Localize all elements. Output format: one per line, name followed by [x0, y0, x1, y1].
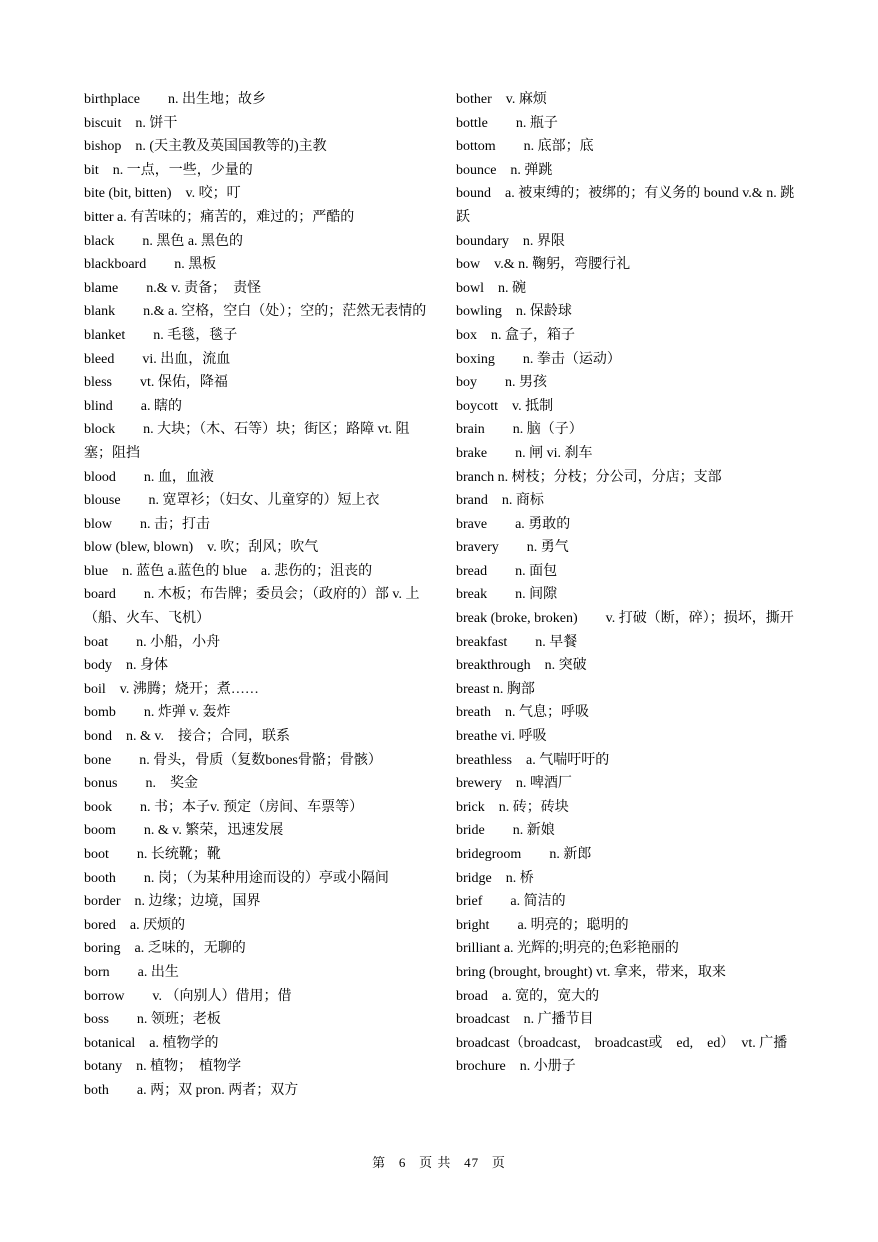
- vocab-entry: blank n.& a. 空格，空白（处）；空的；茫然无表情的: [84, 304, 427, 320]
- vocab-entry: brain n. 脑（子）: [456, 422, 583, 438]
- vocab-entry: bright a. 明亮的；聪明的: [456, 917, 629, 933]
- vocab-entry: botany n. 植物； 植物学: [84, 1059, 242, 1075]
- vocab-entry: bottle n. 瓶子: [456, 115, 558, 131]
- vocab-entry: bonus n. 奖金: [84, 776, 198, 792]
- vocab-entry: biscuit n. 饼干: [84, 115, 178, 131]
- vocab-entry: broadcast（broadcast, broadcast或 ed, ed） vt. 广播: [456, 1035, 788, 1051]
- vocab-entry: break n. 间隙: [456, 587, 558, 603]
- vocab-entry: breakthrough n. 突破: [456, 658, 587, 674]
- right-column: [456, 88, 801, 1079]
- vocab-entry: blackboard n. 黑板: [84, 257, 217, 273]
- vocab-entry: breath n. 气息；呼吸: [456, 705, 589, 721]
- vocab-entry: bite (bit, bitten) v. 咬；叮: [84, 186, 241, 202]
- vocab-entry: boat n. 小船，小舟: [84, 634, 221, 650]
- footer-prefix: 第: [372, 1155, 387, 1170]
- vocab-entry: bread n. 面包: [456, 563, 558, 579]
- vocab-entry: both a. 两；双 pron. 两者；双方: [84, 1082, 299, 1098]
- vocab-entry: brave a. 勇敢的: [456, 516, 571, 532]
- vocab-entry: blame n.& v. 责备； 责怪: [84, 280, 262, 296]
- vocab-entry: break (broke, broken) v. 打破（断，碎）；损坏，撕开: [456, 611, 794, 627]
- vocab-entry: blouse n. 宽罩衫；（妇女、儿童穿的）短上衣: [84, 493, 380, 509]
- vocab-entry: bit n. 一点，一些，少量的: [84, 162, 253, 178]
- left-column: [84, 88, 429, 1103]
- vocab-entry: body n. 身体: [84, 658, 168, 674]
- footer-middle: 页 共: [419, 1155, 452, 1170]
- vocab-entry: bring (brought, brought) vt. 拿来，带来，取来: [456, 964, 726, 980]
- vocab-entry: bridegroom n. 新郎: [456, 847, 592, 862]
- vocab-entry: brake n. 闸 vi. 刹车: [456, 445, 593, 461]
- vocab-entry: blood n. 血，血液: [84, 469, 214, 485]
- vocab-entry: born a. 出生: [84, 964, 179, 980]
- vocab-entry: breathe vi. 呼吸: [456, 729, 547, 745]
- vocab-entry: border n. 边缘；边境，国界: [84, 894, 261, 910]
- vocab-entry: bound a. 被束缚的；被绑的；有义务的 bound v.& n. 跳跃: [456, 186, 795, 225]
- vocab-entry: bored a. 厌烦的: [84, 917, 186, 933]
- vocab-entry: boil v. 沸腾；烧开；煮……: [84, 681, 259, 697]
- vocab-entry: bowling n. 保龄球: [456, 304, 572, 320]
- vocab-entry: bless vt. 保佑，降福: [84, 375, 228, 391]
- vocab-entry: bow v.& n. 鞠躬，弯腰行礼: [456, 257, 631, 273]
- vocab-entry: blow (blew, blown) v. 吹；刮风；吹气: [84, 540, 319, 556]
- vocab-entry: breakfast n. 早餐: [456, 634, 578, 650]
- footer-suffix: 页: [491, 1155, 506, 1170]
- vocab-entry: branch n. 树枝；分枝；分公司，分店；支部: [456, 469, 722, 485]
- vocab-entry: bishop n. (天主教及英国国教等的)主教: [84, 139, 327, 155]
- vocab-entry: brand n. 商标: [456, 493, 544, 509]
- vocab-entry: blanket n. 毛毯，毯子: [84, 327, 238, 343]
- vocab-entry: blind a. 瞎的: [84, 398, 182, 414]
- vocab-entry: bridge n. 桥: [456, 870, 534, 886]
- vocab-entry: bravery n. 勇气: [456, 540, 569, 556]
- vocab-entry: bother v. 麻烦: [456, 92, 547, 107]
- vocab-entry: boom n. & v. 繁荣，迅速发展: [84, 823, 284, 839]
- vocab-entry: bride n. 新娘: [456, 823, 555, 839]
- vocab-entry: brewery n. 啤酒厂: [456, 776, 572, 792]
- vocab-entry: bowl n. 碗: [456, 280, 526, 296]
- vocab-entry: boss n. 领班；老板: [84, 1012, 221, 1028]
- footer-total-pages: 47: [464, 1155, 480, 1170]
- vocab-entry: brief a. 简洁的: [456, 894, 566, 910]
- vocab-entry: brilliant a. 光辉的;明亮的;色彩艳丽的: [456, 941, 679, 957]
- vocab-entry: breathless a. 气喘吁吁的: [456, 752, 610, 768]
- vocab-entry: broad a. 宽的，宽大的: [456, 988, 600, 1004]
- vocab-entry: breast n. 胸部: [456, 681, 535, 697]
- vocab-entry: book n. 书；本子v. 预定（房间、车票等）: [84, 799, 364, 815]
- vocab-entry: board n. 木板；布告牌；委员会；（政府的）部 v. 上（船、火车、飞机）: [84, 587, 420, 627]
- vocab-entry: boundary n. 界限: [456, 233, 565, 249]
- vocab-entry: broadcast n. 广播节目: [456, 1012, 594, 1028]
- vocab-entry: block n. 大块；（木、石等）块；街区；路障 vt. 阻塞；阻挡: [84, 422, 410, 461]
- vocab-entry: bitter a. 有苦味的；痛苦的，难过的；严酷的: [84, 209, 355, 225]
- vocab-entry: brick n. 砖；砖块: [456, 799, 569, 815]
- vocab-entry: boycott v. 抵制: [456, 398, 554, 414]
- vocab-entry: blue n. 蓝色 a.蓝色的 blue a. 悲伤的；沮丧的: [84, 563, 373, 579]
- vocab-entry: brochure n. 小册子: [456, 1059, 576, 1075]
- vocab-entry: bond n. & v. 接合；合同，联系: [84, 729, 290, 745]
- page-footer: [0, 1152, 878, 1171]
- vocab-entry: box n. 盒子，箱子: [456, 327, 575, 343]
- vocab-entry: bottom n. 底部；底: [456, 139, 594, 155]
- vocab-entry: bomb n. 炸弹 v. 轰炸: [84, 705, 231, 721]
- vocab-entry: boy n. 男孩: [456, 375, 547, 391]
- vocab-entry: bounce n. 弹跳: [456, 162, 553, 178]
- vocab-entry: birthplace n. 出生地；故乡: [84, 92, 266, 107]
- vocab-entry: blow n. 击；打击: [84, 516, 210, 532]
- vocab-entry: black n. 黑色 a. 黑色的: [84, 233, 244, 249]
- vocab-entry: boxing n. 拳击（运动）: [456, 351, 621, 367]
- vocab-entry: botanical a. 植物学的: [84, 1035, 219, 1051]
- vocab-entry: borrow v. （向别人）借用；借: [84, 988, 292, 1004]
- vocab-entry: bleed vi. 出血，流血: [84, 351, 231, 367]
- vocab-entry: bone n. 骨头，骨质（复数bones骨骼；骨骸）: [84, 752, 382, 768]
- footer-current-page: 6: [398, 1155, 407, 1170]
- vocab-entry: boring a. 乏味的，无聊的: [84, 941, 246, 957]
- vocab-entry: boot n. 长统靴；靴: [84, 847, 221, 862]
- vocab-entry: booth n. 岗；（为某种用途而设的）亭或小隔间: [84, 870, 389, 886]
